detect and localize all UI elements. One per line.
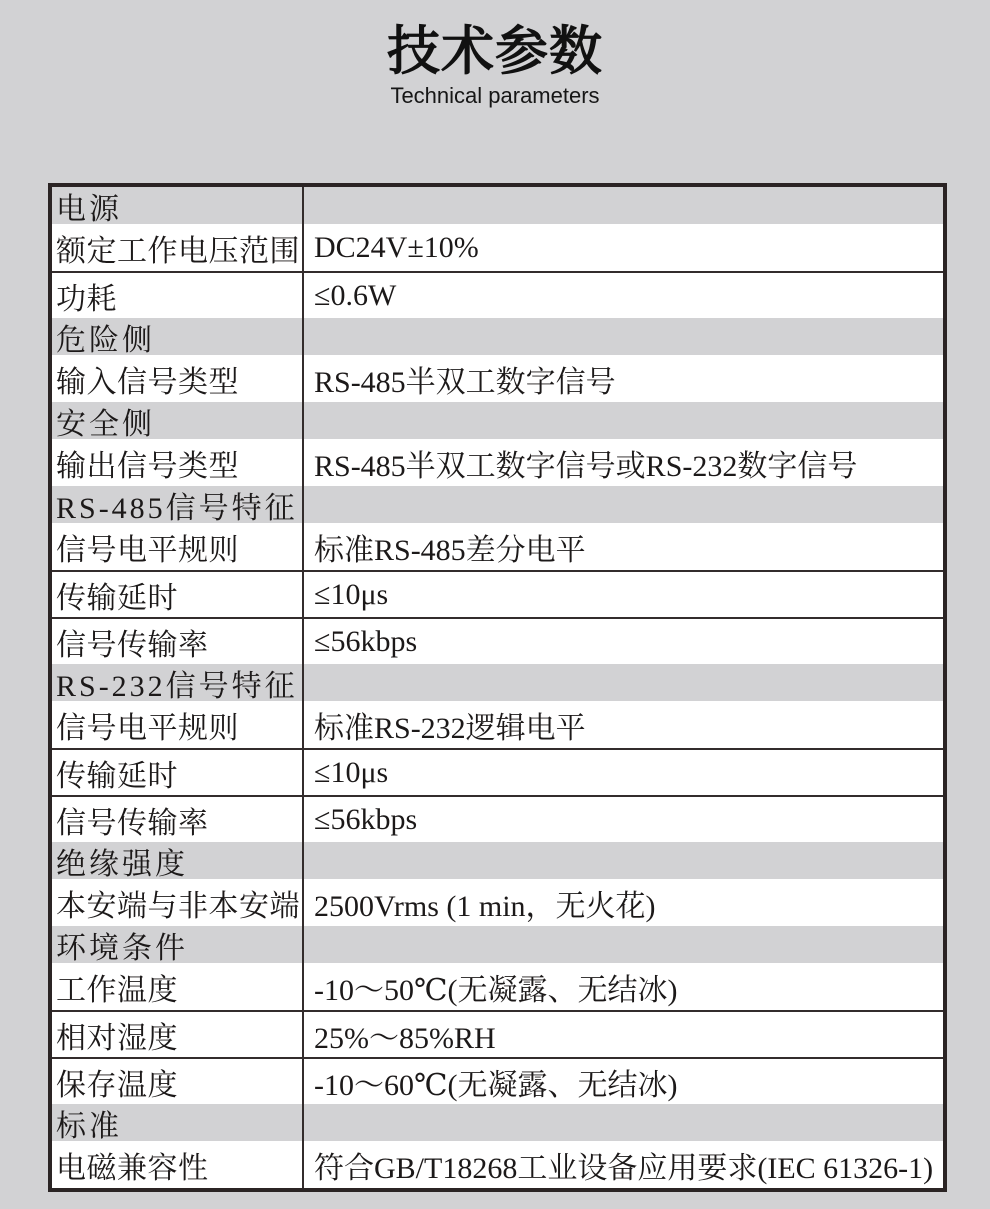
param-value: ≤56kbps bbox=[314, 624, 418, 658]
table-row bbox=[52, 439, 943, 486]
section-row bbox=[52, 486, 943, 523]
table-row bbox=[52, 617, 943, 664]
section-row bbox=[52, 318, 943, 355]
param-value bbox=[304, 318, 943, 355]
param-value bbox=[304, 664, 943, 701]
param-value bbox=[304, 402, 943, 439]
param-value: ≤56kbps bbox=[314, 802, 418, 836]
param-value: RS-485半双工数字信号 bbox=[314, 365, 616, 399]
param-label: 信号电平规则 bbox=[52, 701, 304, 748]
param-value: ≤0.6W bbox=[314, 278, 397, 312]
param-label: 输出信号类型 bbox=[52, 439, 304, 486]
param-value bbox=[304, 1104, 943, 1141]
table-row bbox=[52, 701, 943, 748]
param-value: ≤10μs bbox=[314, 755, 389, 789]
section-row bbox=[52, 187, 943, 224]
section-row bbox=[52, 402, 943, 439]
technical-parameters-table bbox=[48, 183, 947, 1192]
param-value: 25%～85%RH bbox=[314, 1021, 496, 1055]
param-label: 标准 bbox=[52, 1104, 304, 1141]
param-label: 输入信号类型 bbox=[52, 355, 304, 402]
table-row bbox=[52, 355, 943, 402]
param-value: -10～50℃(无凝露、无结冰) bbox=[314, 973, 678, 1007]
param-label: 本安端与非本安端 bbox=[52, 879, 304, 926]
table-row bbox=[52, 271, 943, 318]
param-label: 信号电平规则 bbox=[52, 523, 304, 570]
table-row bbox=[52, 1010, 943, 1057]
page-subtitle: Technical parameters bbox=[390, 83, 600, 108]
table-row bbox=[52, 523, 943, 570]
table-row bbox=[52, 963, 943, 1010]
param-label: 电磁兼容性 bbox=[52, 1141, 304, 1188]
param-label: 功耗 bbox=[52, 273, 304, 318]
section-row bbox=[52, 664, 943, 701]
param-value: RS-485半双工数字信号或RS-232数字信号 bbox=[314, 449, 858, 483]
param-value: -10～60℃(无凝露、无结冰) bbox=[314, 1068, 678, 1102]
table-row bbox=[52, 224, 943, 271]
param-value bbox=[304, 926, 943, 963]
table-row bbox=[52, 1141, 943, 1188]
page-title: 技术参数 bbox=[387, 22, 603, 81]
section-row bbox=[52, 842, 943, 879]
param-label: 保存温度 bbox=[52, 1059, 304, 1104]
param-label: 危险侧 bbox=[52, 318, 304, 355]
param-value bbox=[304, 486, 943, 523]
table-row bbox=[52, 879, 943, 926]
param-value: 2500Vrms (1 min，无火花) bbox=[314, 889, 656, 923]
page-header bbox=[0, 22, 990, 108]
param-label: 额定工作电压范围 bbox=[52, 224, 304, 271]
table-row bbox=[52, 1057, 943, 1104]
param-value: 标准RS-485差分电平 bbox=[314, 533, 586, 567]
param-value: DC24V±10% bbox=[314, 230, 479, 264]
param-label: RS-232信号特征 bbox=[52, 664, 304, 701]
param-label: 传输延时 bbox=[52, 572, 304, 617]
param-value: ≤10μs bbox=[314, 577, 389, 611]
param-value: 标准RS-232逻辑电平 bbox=[314, 711, 586, 745]
param-label: 环境条件 bbox=[52, 926, 304, 963]
param-value bbox=[304, 842, 943, 879]
table-row bbox=[52, 748, 943, 795]
section-row bbox=[52, 1104, 943, 1141]
param-value bbox=[304, 187, 943, 224]
table-row bbox=[52, 570, 943, 617]
param-label: 信号传输率 bbox=[52, 797, 304, 842]
param-label: 绝缘强度 bbox=[52, 842, 304, 879]
param-label: 传输延时 bbox=[52, 750, 304, 795]
param-label: RS-485信号特征 bbox=[52, 486, 304, 523]
param-value: 符合GB/T18268工业设备应用要求(IEC 61326-1) bbox=[314, 1151, 934, 1185]
table-row bbox=[52, 795, 943, 842]
param-label: 相对湿度 bbox=[52, 1012, 304, 1057]
param-label: 信号传输率 bbox=[52, 619, 304, 664]
param-label: 电源 bbox=[52, 187, 304, 224]
param-label: 工作温度 bbox=[52, 963, 304, 1010]
param-label: 安全侧 bbox=[52, 402, 304, 439]
section-row bbox=[52, 926, 943, 963]
